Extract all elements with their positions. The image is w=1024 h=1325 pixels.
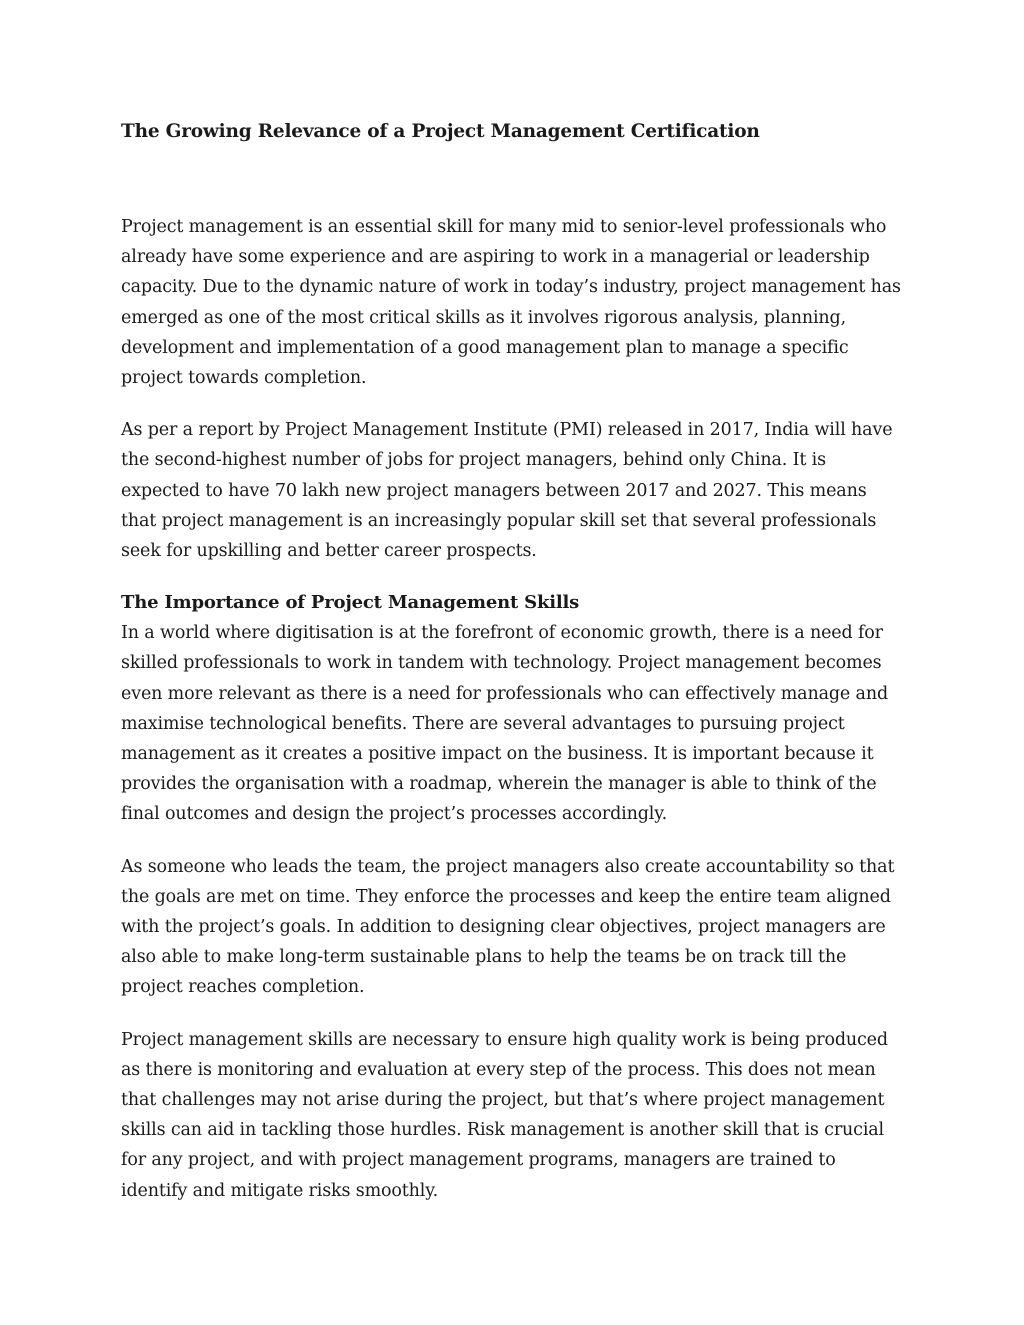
- section-paragraph-1: In a world where digitisation is at the forefront of economic growth, there is a need for skilled professionals to work in tandem with technology. Project management becomes even more relevant as there is a need for professionals who can effectively manage and maximise technological benefits. There are several advantages to pursuing project management as it creates a positive impact on the business. It is important because it provides the organisation with a roadmap, wherein the manager is able to think of the final outcomes and design the project’s processes accordingly.: [121, 623, 888, 825]
- document-page: [121, 112, 901, 1206]
- intro-paragraph-1: Project management is an essential skill for many mid to senior-level professionals who already have some experience and are aspiring to work in a managerial or leadership capacity. Due to the dynamic nature of work in today’s industry, project management has emerged as one of the most critical skills as it involves rigorous analysis, planning, development and implementation of a good management plan to manage a specific project towards completion.: [121, 217, 901, 389]
- section-paragraph-3: Project management skills are necessary to ensure high quality work is being produced as there is monitoring and evaluation at every step of the process. This does not mean that challenges may not arise during the project, but that’s where project management skills can aid in tackling those hurdles. Risk management is another skill that is crucial for any project, and with project management programs, managers are trained to identify and mitigate risks smoothly.: [121, 1029, 888, 1201]
- intro-paragraph-2: As per a report by Project Management Institute (PMI) released in 2017, India will have the second-highest number of jobs for project managers, behind only China. It is expected to have 70 lakh new project managers between 2017 and 2027. This means that project management is an increasingly popular skill set that several professionals seek for upskilling and better career prospects.: [121, 420, 893, 562]
- document-title: The Growing Relevance of a Project Management Certification: [121, 121, 760, 142]
- section-paragraph-2: As someone who leads the team, the project managers also create accountability so that the goals are met on time. They enforce the processes and keep the entire team aligned with the project’s goals. In addition to designing clear objectives, project managers are also able to make long-term sustainable plans to help the teams be on track till the project reaches completion.: [121, 856, 895, 998]
- section-heading: The Importance of Project Management Skills: [121, 592, 580, 614]
